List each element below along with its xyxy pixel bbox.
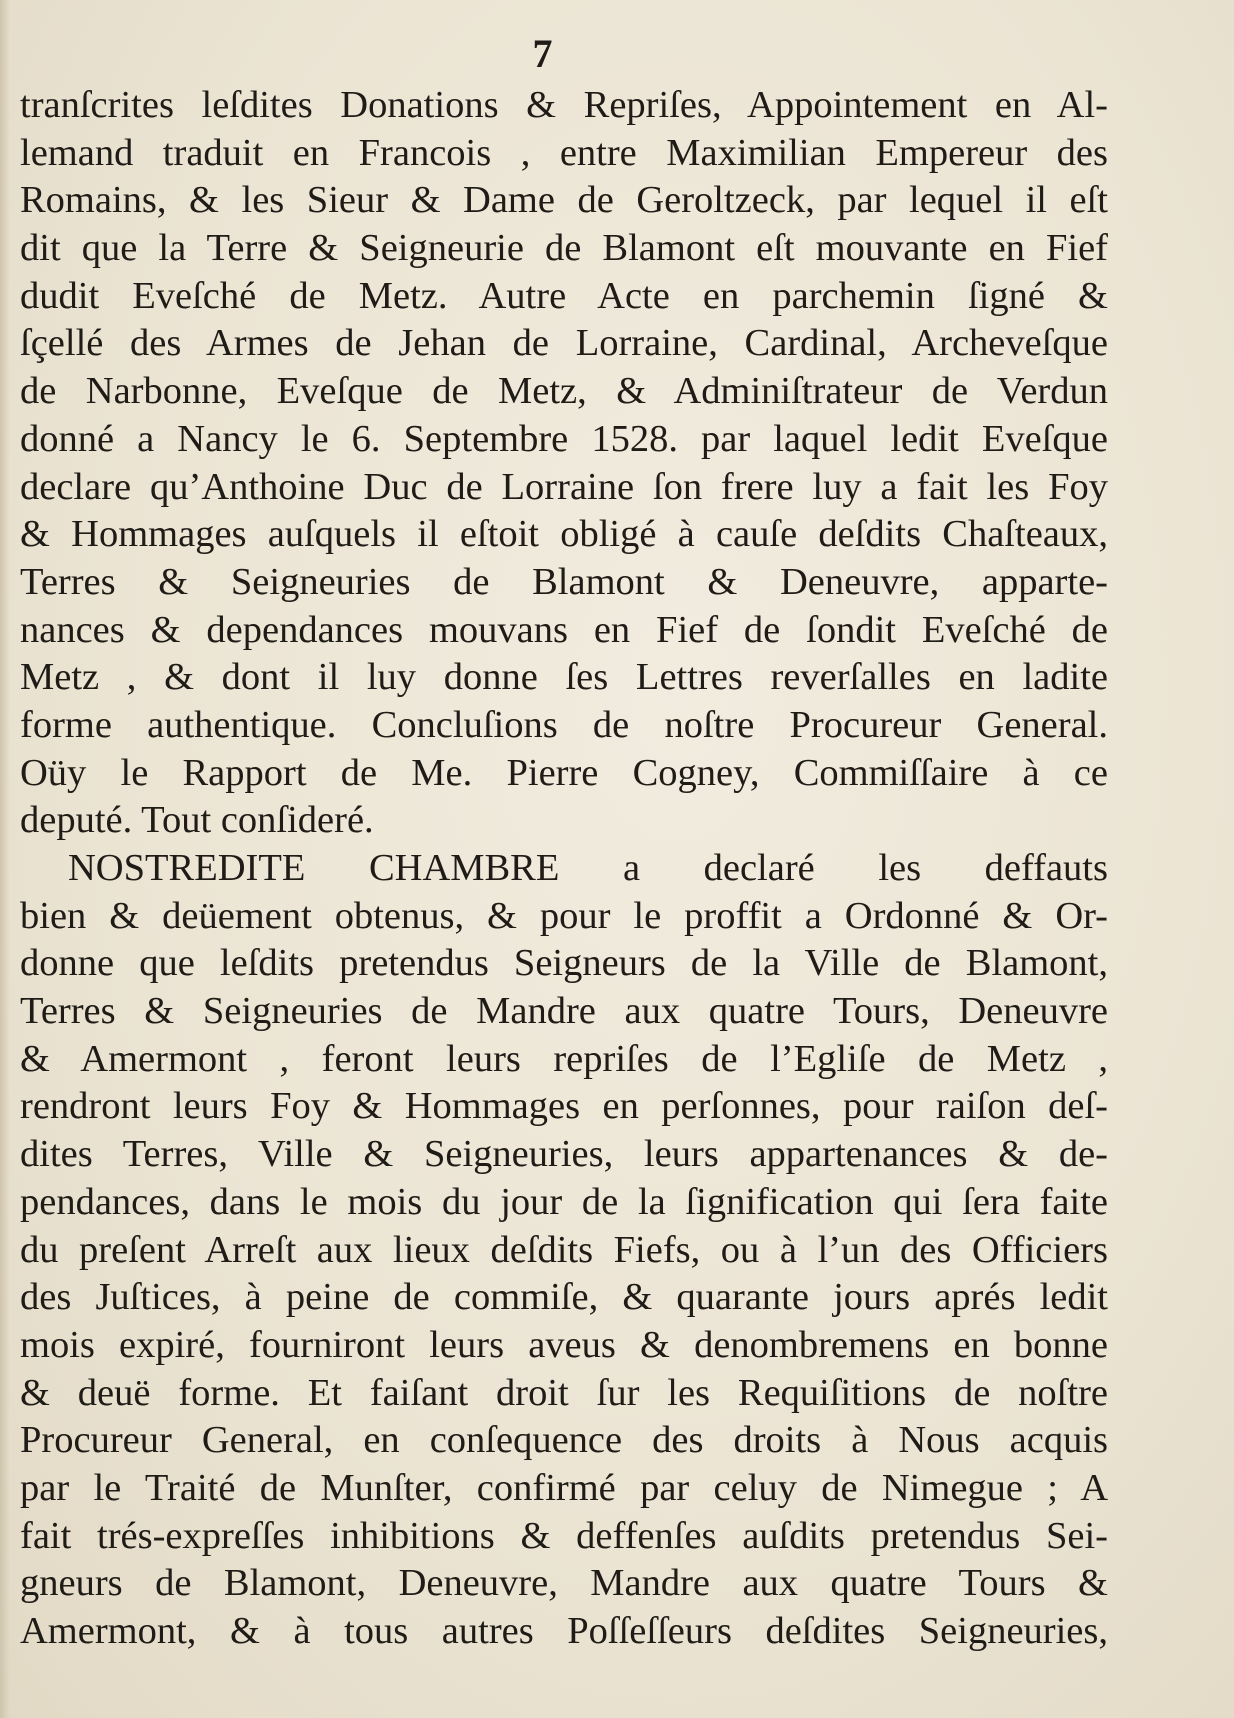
text-line: tranſcrites leſdites Donations & Repriſes, Appointement en Al-: [20, 84, 1108, 126]
text-line: Procureur General, en conſequence des droits à Nous acquis: [20, 1419, 1108, 1462]
text-line: nances & dependances mouvans en Fief de ſondit Eveſché de: [20, 608, 1108, 651]
text-line: mois expiré, fourniront leurs aveus & denombremens en bonne: [20, 1323, 1108, 1366]
text-line: dites Terres, Ville & Seigneuries, leurs appartenances & de-: [20, 1133, 1108, 1176]
text-line-paragraph-start: NOSTREDITE CHAMBRE a declaré les deffauts: [68, 847, 1108, 889]
body-text: [20, 82, 1108, 1656]
text-line: & Amermont , feront leurs repriſes de l’Egliſe de Metz ,: [20, 1037, 1108, 1080]
text-line: Metz , & dont il luy donne ſes Lettres reverſalles en ladite: [20, 656, 1108, 699]
text-line: forme authentique. Concluſions de noſtre Procureur General.: [20, 703, 1108, 746]
text-line: Terres & Seigneuries de Blamont & Deneuvre, apparte-: [20, 560, 1108, 603]
text-line: rendront leurs Foy & Hommages en perſonnes, pour raiſon deſ-: [20, 1085, 1108, 1128]
text-line: donné a Nancy le 6. Septembre 1528. par laquel ledit Eveſque: [20, 417, 1108, 460]
text-line: Romains, & les Sieur & Dame de Geroltzeck, par lequel il eſt: [20, 179, 1108, 222]
text-line: de Narbonne, Eveſque de Metz, & Adminiſtrateur de Verdun: [20, 370, 1108, 413]
text-line: bien & deüement obtenus, & pour le proffit a Ordonné & Or-: [20, 894, 1108, 937]
text-line: ſçellé des Armes de Jehan de Lorraine, Cardinal, Archeveſque: [20, 322, 1108, 365]
text-line: Amermont, & à tous autres Poſſeſſeurs deſdites Seigneuries,: [20, 1610, 1108, 1652]
text-line: du preſent Arreſt aux lieux deſdits Fiefs, ou à l’un des Officiers: [20, 1228, 1108, 1271]
text-line: Oüy le Rapport de Me. Pierre Cogney, Commiſſaire à ce: [20, 751, 1108, 794]
text-line: donne que leſdits pretendus Seigneurs de la Ville de Blamont,: [20, 942, 1108, 985]
page-number: 7: [532, 31, 553, 76]
text-line: & Hommages auſquels il eſtoit obligé à cauſe deſdits Chaſteaux,: [20, 513, 1108, 556]
text-line: pendances, dans le mois du jour de la ſignification qui ſera faite: [20, 1180, 1108, 1223]
text-line: des Juſtices, à peine de commiſe, & quarante jours aprés ledit: [20, 1276, 1108, 1319]
text-line: dudit Eveſché de Metz. Autre Acte en parchemin ſigné &: [20, 274, 1108, 317]
text-line: dit que la Terre & Seigneurie de Blamont eſt mouvante en Fief: [20, 227, 1108, 270]
text-line: declare qu’Anthoine Duc de Lorraine ſon frere luy a fait les Foy: [20, 465, 1108, 508]
text-line: gneurs de Blamont, Deneuvre, Mandre aux quatre Tours &: [20, 1562, 1108, 1605]
text-line: par le Traité de Munſter, confirmé par celuy de Nimegue ; A: [20, 1466, 1108, 1509]
page-gutter-shadow: [0, 0, 10, 1718]
text-line: deputé. Tout conſideré.: [20, 799, 374, 842]
text-line: fait trés-expreſſes inhibitions & deffenſes auſdits pretendus Sei-: [20, 1514, 1108, 1557]
text-line: Terres & Seigneuries de Mandre aux quatre Tours, Deneuvre: [20, 990, 1108, 1033]
text-line: lemand traduit en Francois , entre Maximilian Empereur des: [20, 131, 1108, 174]
text-line: & deuë forme. Et faiſant droit ſur les Requiſitions de noſtre: [20, 1371, 1108, 1414]
